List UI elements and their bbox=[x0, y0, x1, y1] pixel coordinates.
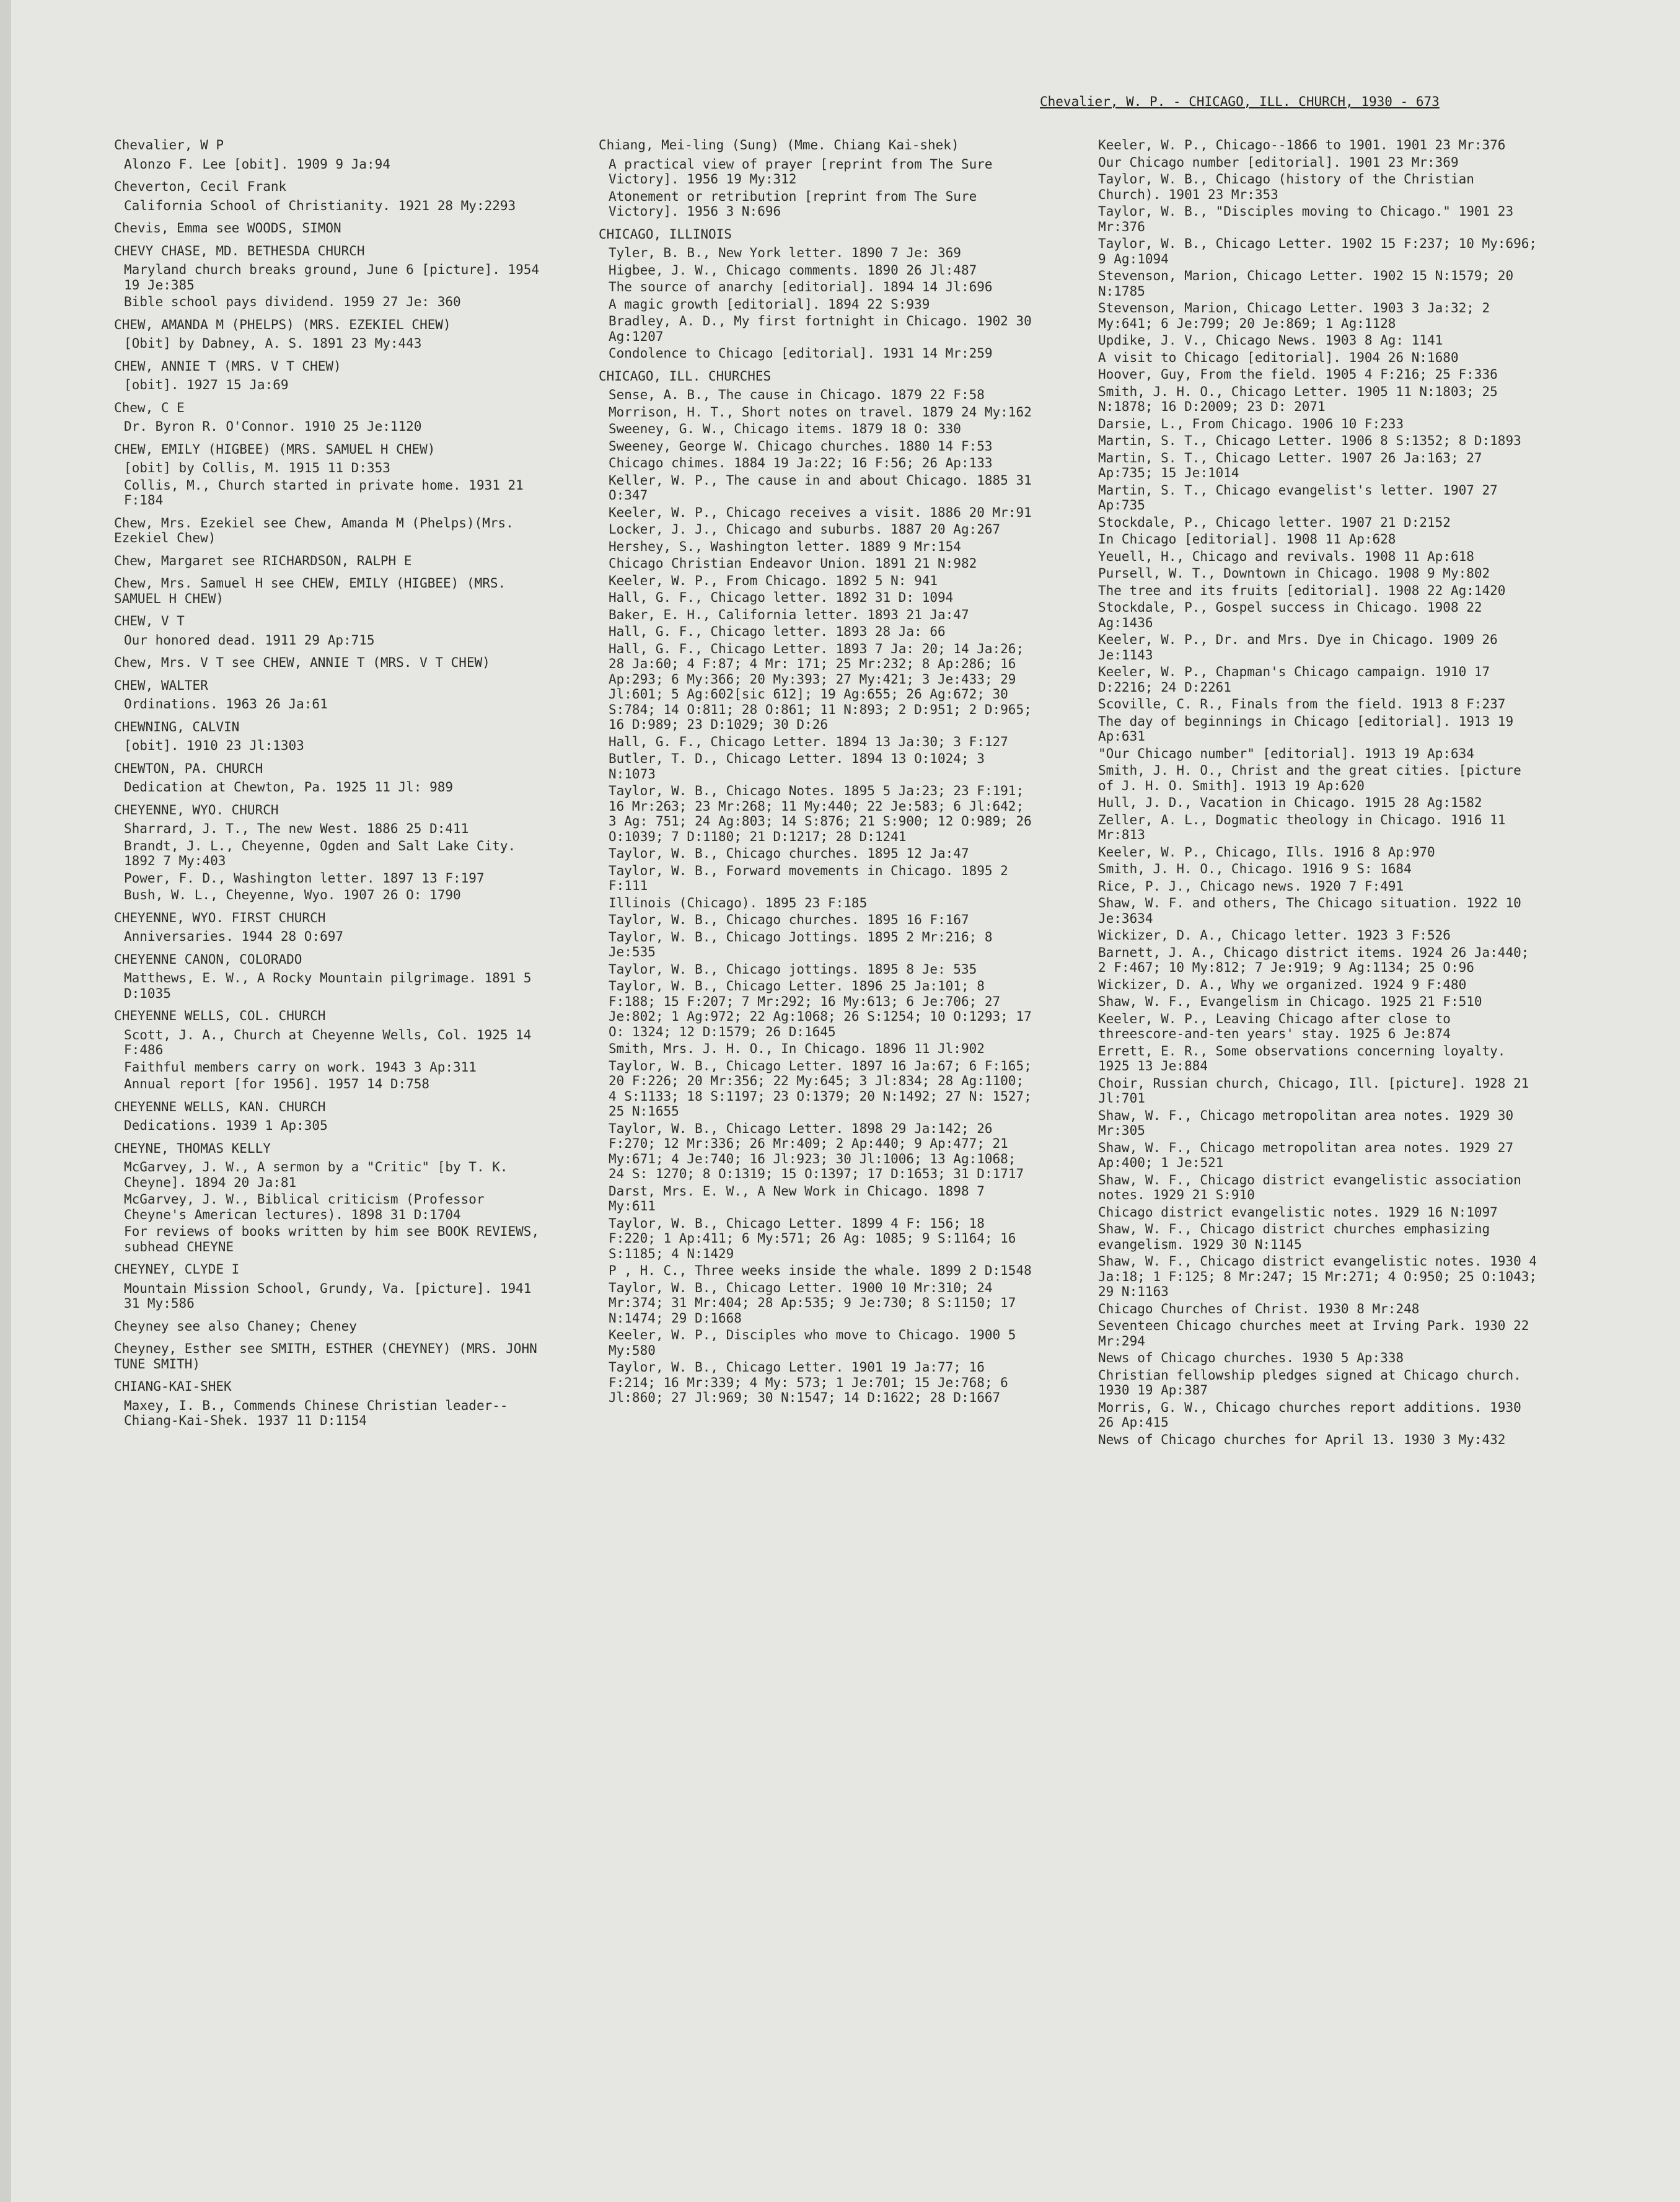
index-heading: CHEYNE, THOMAS KELLY bbox=[114, 1140, 271, 1156]
page-spine-shadow bbox=[0, 0, 11, 2202]
index-entry: Taylor, W. B., Chicago Letter. 1902 15 F:237; 10 My:696; 9 Ag:1094 bbox=[1098, 236, 1537, 266]
index-entry: Taylor, W. B., Chicago (history of the Christian Church). 1901 23 Mr:353 bbox=[1098, 172, 1474, 202]
index-entry: "Our Chicago number" [editorial]. 1913 19 Ap:634 bbox=[1098, 746, 1474, 761]
index-entry: Taylor, W. B., Chicago Letter. 1899 4 F: 156; 18 F:220; 1 Ap:411; 6 My:571; 26 Ag: 1085; 9 S:1164; 16 S:1185; 4 N:1429 bbox=[609, 1215, 1016, 1261]
index-entry: Stockdale, P., Gospel success in Chicago. 1908 22 Ag:1436 bbox=[1098, 600, 1482, 630]
index-entry: Baker, E. H., California letter. 1893 21 Ja:47 bbox=[609, 607, 969, 622]
index-heading: CHICAGO, ILLINOIS bbox=[599, 226, 732, 242]
index-entry: Barnett, J. A., Chicago district items. 1924 26 Ja:440; 2 F:467; 10 My:812; 7 Je:919; 9 Ag:1134; 25 O:96 bbox=[1098, 945, 1529, 975]
index-block bbox=[114, 803, 542, 903]
index-entry: Hershey, S., Washington letter. 1889 9 Mr:154 bbox=[609, 539, 961, 554]
index-heading: Chew, Mrs. Samuel H see CHEW, EMILY (HIGBEE) (MRS. SAMUEL H CHEW) bbox=[114, 576, 506, 606]
index-block bbox=[114, 1008, 542, 1092]
index-block bbox=[114, 400, 542, 434]
index-block bbox=[114, 1319, 542, 1334]
index-entry: Seventeen Chicago churches meet at Irving Park. 1930 22 Mr:294 bbox=[1098, 1318, 1529, 1349]
index-entry: Martin, S. T., Chicago Letter. 1907 26 Ja:163; 27 Ap:735; 15 Je:1014 bbox=[1098, 450, 1482, 480]
index-entry: Taylor, W. B., Chicago churches. 1895 16 F:167 bbox=[609, 912, 969, 927]
index-entry: Tyler, B. B., New York letter. 1890 7 Je: 369 bbox=[609, 245, 961, 260]
index-block bbox=[599, 138, 1032, 219]
index-heading: Cheverton, Cecil Frank bbox=[114, 179, 287, 194]
index-entry: Scoville, C. R., Finals from the field. 1913 8 F:237 bbox=[1098, 697, 1506, 711]
index-entry: A visit to Chicago [editorial]. 1904 26 N:1680 bbox=[1098, 350, 1459, 365]
index-entry: Chicago district evangelistic notes. 1929 16 N:1097 bbox=[1098, 1204, 1498, 1220]
index-entry: Keeler, W. P., Chicago, Ills. 1916 8 Ap:970 bbox=[1098, 844, 1435, 860]
index-heading: Chiang, Mei-ling (Sung) (Mme. Chiang Kai-shek) bbox=[599, 138, 959, 152]
index-entry: Wickizer, D. A., Chicago letter. 1923 3 F:526 bbox=[1098, 928, 1451, 943]
index-heading: CHIANG-KAI-SHEK bbox=[114, 1379, 232, 1394]
index-entry: Sweeney, G. W., Chicago items. 1879 18 O: 330 bbox=[609, 421, 961, 436]
index-block bbox=[114, 678, 542, 712]
index-heading: CHEWNING, CALVIN bbox=[114, 719, 240, 734]
index-entry: Darsie, L., From Chicago. 1906 10 F:233 bbox=[1098, 416, 1404, 431]
running-header: Chevalier, W. P. - CHICAGO, ILL. CHURCH, 1930 - 673 bbox=[1040, 94, 1440, 109]
index-block bbox=[114, 720, 542, 754]
index-heading: Cheyney, Esther see SMITH, ESTHER (CHEYNEY) (MRS. JOHN TUNE SMITH) bbox=[114, 1341, 537, 1372]
index-block bbox=[1088, 138, 1544, 1447]
index-entry: California School of Christianity. 1921 28 My:2293 bbox=[124, 198, 516, 213]
index-block bbox=[114, 138, 542, 172]
index-heading: CHEWTON, PA. CHURCH bbox=[114, 760, 263, 776]
index-entry: Choir, Russian church, Chicago, Ill. [picture]. 1928 21 Jl:701 bbox=[1098, 1075, 1529, 1106]
index-entry: Taylor, W. B., Chicago churches. 1895 12 Ja:47 bbox=[609, 846, 969, 861]
index-entry: Our honored dead. 1911 29 Ap:715 bbox=[124, 632, 375, 648]
index-entry: Dedication at Chewton, Pa. 1925 11 Jl: 989 bbox=[124, 780, 454, 795]
index-block bbox=[114, 952, 542, 1002]
index-entry: Hall, G. F., Chicago letter. 1892 31 D: 1094 bbox=[609, 590, 954, 605]
index-entry: Keeler, W. P., Leaving Chicago after close to threescore-and-ten years' stay. 1925 6 Je:874 bbox=[1098, 1011, 1451, 1041]
index-entry: Taylor, W. B., Chicago Letter. 1897 16 Ja:67; 6 F:165; 20 F:226; 20 Mr:356; 22 My:645; 3 Jl:834; 28 Ag:1100; 4 S:1133; 18 S:1197; 23 O:1379; 20 N:1492; 27 N: 1527; 25 N:1655 bbox=[609, 1058, 1032, 1119]
index-block bbox=[114, 1262, 542, 1311]
index-entry: Martin, S. T., Chicago evangelist's letter. 1907 27 Ap:735 bbox=[1098, 482, 1498, 513]
index-block bbox=[114, 442, 542, 508]
index-entry: Taylor, W. B., Chicago Letter. 1900 10 Mr:310; 24 Mr:374; 31 Mr:404; 28 Ap:535; 9 Je:730; 8 S:1150; 17 N:1474; 29 D:1668 bbox=[609, 1280, 1016, 1326]
index-entry: Stockdale, P., Chicago letter. 1907 21 D:2152 bbox=[1098, 514, 1451, 530]
index-entry: Taylor, W. B., Forward movements in Chicago. 1895 2 F:111 bbox=[609, 863, 1008, 893]
index-entry: Taylor, W. B., Chicago Letter. 1901 19 Ja:77; 16 F:214; 16 Mr:339; 4 My: 573; 1 Je:701; 15 Je:768; 6 Jl:860; 27 Jl:969; 30 N:1547; 14 D:1622; 28 D:1667 bbox=[609, 1360, 1008, 1405]
index-entry: Taylor, W. B., Chicago jottings. 1895 8 Je: 535 bbox=[609, 961, 977, 977]
index-heading: CHEW, V T bbox=[114, 614, 185, 628]
index-heading: CHEW, EMILY (HIGBEE) (MRS. SAMUEL H CHEW) bbox=[114, 441, 436, 457]
index-heading: Chevis, Emma see WOODS, SIMON bbox=[114, 221, 341, 236]
index-entry: Scott, J. A., Church at Cheyenne Wells, Col. 1925 14 F:486 bbox=[124, 1027, 532, 1057]
index-entry: Chicago Churches of Christ. 1930 8 Mr:248 bbox=[1098, 1301, 1420, 1316]
index-entry: [obit]. 1910 23 Jl:1303 bbox=[124, 738, 304, 753]
index-entry: The day of beginnings in Chicago [editorial]. 1913 19 Ap:631 bbox=[1098, 713, 1514, 744]
index-block bbox=[114, 221, 542, 236]
index-block bbox=[114, 553, 542, 569]
index-entry: Shaw, W. F., Chicago district churches emphasizing evangelism. 1929 30 N:1145 bbox=[1098, 1222, 1490, 1252]
index-block bbox=[114, 179, 542, 213]
index-entry: For reviews of books written by him see BOOK REVIEWS, subhead CHEYNE bbox=[124, 1224, 540, 1254]
index-entry: In Chicago [editorial]. 1908 11 Ap:628 bbox=[1098, 532, 1396, 547]
index-block bbox=[114, 910, 542, 945]
index-entry: Bradley, A. D., My first fortnight in Chicago. 1902 30 Ag:1207 bbox=[609, 314, 1032, 344]
index-entry: Locker, J. J., Chicago and suburbs. 1887 20 Ag:267 bbox=[609, 522, 1001, 537]
index-entry: Hall, G. F., Chicago letter. 1893 28 Ja: 66 bbox=[609, 624, 946, 639]
index-entry: Keeler, W. P., Chicago receives a visit. 1886 20 Mr:91 bbox=[609, 504, 1032, 520]
index-entry: Maxey, I. B., Commends Chinese Christian leader--Chiang-Kai-Shek. 1937 11 D:1154 bbox=[124, 1398, 508, 1428]
index-entry: [obit] by Collis, M. 1915 11 D:353 bbox=[124, 460, 390, 475]
index-entry: Taylor, W. B., "Disciples moving to Chicago." 1901 23 Mr:376 bbox=[1098, 204, 1514, 234]
index-block bbox=[114, 1141, 542, 1255]
index-entry: The source of anarchy [editorial]. 1894 14 Jl:696 bbox=[609, 280, 993, 294]
index-entry: McGarvey, J. W., A sermon by a "Critic" [by T. K. Cheyne]. 1894 20 Ja:81 bbox=[124, 1160, 508, 1190]
index-entry: Hall, G. F., Chicago Letter. 1894 13 Ja:30; 3 F:127 bbox=[609, 734, 1008, 749]
index-entry: Atonement or retribution [reprint from The Sure Victory]. 1956 3 N:696 bbox=[609, 188, 977, 219]
index-entry: Keeler, W. P., Dr. and Mrs. Dye in Chicago. 1909 26 Je:1143 bbox=[1098, 632, 1498, 663]
index-heading: CHEYENNE CANON, COLORADO bbox=[114, 951, 302, 967]
index-entry: Shaw, W. F., Chicago district evangelistic notes. 1930 4 Ja:18; 1 F:125; 8 Mr:247; 15 Mr:271; 4 O:950; 25 O:1043; 29 N:1163 bbox=[1098, 1254, 1537, 1299]
index-entry: Chicago Christian Endeavor Union. 1891 21 N:982 bbox=[609, 556, 977, 571]
index-entry: Ordinations. 1963 26 Ja:61 bbox=[124, 697, 328, 711]
index-entry: Mountain Mission School, Grundy, Va. [picture]. 1941 31 My:586 bbox=[124, 1280, 532, 1311]
index-entry: Keeler, W. P., Disciples who move to Chicago. 1900 5 My:580 bbox=[609, 1328, 1016, 1358]
index-entry: Shaw, W. F. and others, The Chicago situation. 1922 10 Je:3634 bbox=[1098, 896, 1521, 926]
index-entry: Sense, A. B., The cause in Chicago. 1879 22 F:58 bbox=[609, 387, 985, 402]
index-entry: Butler, T. D., Chicago Letter. 1894 13 O:1024; 3 N:1073 bbox=[609, 751, 985, 782]
index-entry: Shaw, W. F., Evangelism in Chicago. 1925 21 F:510 bbox=[1098, 994, 1482, 1009]
index-block bbox=[114, 1099, 542, 1134]
index-entry: Hall, G. F., Chicago Letter. 1893 7 Ja: 20; 14 Ja:26; 28 Ja:60; 4 F:87; 4 Mr: 171; 25 Mr:232; 8 Ap:286; 16 Ap:293; 6 My:366; 20 My:393; 27 My:421; 3 Je:433; 29 Jl:601; 5 Ag:602[sic 612]; 19 Ag:655; 26 Ag:672; 30 S:784; 14 O:811; 28 O:861; 11 N:893; 2 D:951; 2 D:965; 16 D:989; 23 D:1029; 30 D:26 bbox=[609, 641, 1032, 732]
index-entry: Shaw, W. F., Chicago metropolitan area notes. 1929 27 Ap:400; 1 Je:521 bbox=[1098, 1140, 1514, 1170]
index-entry: Updike, J. V., Chicago News. 1903 8 Ag: 1141 bbox=[1098, 333, 1443, 348]
index-entry: Smith, Mrs. J. H. O., In Chicago. 1896 11 Jl:902 bbox=[609, 1041, 985, 1056]
index-entry: Stevenson, Marion, Chicago Letter. 1902 15 N:1579; 20 N:1785 bbox=[1098, 268, 1514, 299]
index-entry: Bush, W. L., Cheyenne, Wyo. 1907 26 O: 1790 bbox=[124, 887, 461, 902]
index-entry: Annual report [for 1956]. 1957 14 D:758 bbox=[124, 1077, 430, 1091]
index-entry: Smith, J. H. O., Chicago Letter. 1905 11 N:1803; 25 N:1878; 16 D:2009; 23 D: 2071 bbox=[1098, 384, 1498, 414]
index-entry: Brandt, J. L., Cheyenne, Ogden and Salt Lake City. 1892 7 My:403 bbox=[124, 838, 516, 868]
index-entry: Faithful members carry on work. 1943 3 Ap:311 bbox=[124, 1059, 477, 1075]
index-entry: Darst, Mrs. E. W., A New Work in Chicago. 1898 7 My:611 bbox=[609, 1183, 985, 1213]
index-entry: Keller, W. P., The cause in and about Chicago. 1885 31 O:347 bbox=[609, 472, 1032, 503]
index-entry: Keeler, W. P., Chapman's Chicago campaign. 1910 17 D:2216; 24 D:2261 bbox=[1098, 664, 1490, 695]
index-entry: Hull, J. D., Vacation in Chicago. 1915 28 Ag:1582 bbox=[1098, 795, 1482, 810]
index-block bbox=[114, 359, 542, 393]
index-entry: Christian fellowship pledges signed at Chicago church. 1930 19 Ap:387 bbox=[1098, 1367, 1521, 1398]
index-entry: Taylor, W. B., Chicago Jottings. 1895 2 Mr:216; 8 Je:535 bbox=[609, 929, 993, 959]
index-entry: Taylor, W. B., Chicago Notes. 1895 5 Ja:23; 23 F:191; 16 Mr:263; 23 Mr:268; 11 My:440; 22 Je:583; 6 Jl:642; 3 Ag: 751; 24 Ag:803; 14 S:876; 21 S:900; 12 O:989; 26 O:1039; 7 D:1180; 21 D:1217; 28 D:1241 bbox=[609, 783, 1032, 844]
index-entry: P , H. C., Three weeks inside the whale. 1899 2 D:1548 bbox=[609, 1263, 1032, 1278]
index-entry: Matthews, E. W., A Rocky Mountain pilgrimage. 1891 5 D:1035 bbox=[124, 971, 532, 1001]
index-entry: Morris, G. W., Chicago churches report additions. 1930 26 Ap:415 bbox=[1098, 1399, 1521, 1430]
index-heading: CHEYENNE, WYO. FIRST CHURCH bbox=[114, 910, 326, 925]
index-heading: Cheyney see also Chaney; Cheney bbox=[114, 1318, 357, 1334]
index-entry: Yeuell, H., Chicago and revivals. 1908 11 Ap:618 bbox=[1098, 548, 1474, 564]
index-column-2 bbox=[599, 138, 1032, 1413]
index-heading: Chew, Margaret see RICHARDSON, RALPH E bbox=[114, 553, 412, 568]
index-entry: Higbee, J. W., Chicago comments. 1890 26 Jl:487 bbox=[609, 262, 977, 278]
index-entry: Zeller, A. L., Dogmatic theology in Chicago. 1916 11 Mr:813 bbox=[1098, 812, 1506, 842]
index-entry: News of Chicago churches for April 13. 1930 3 My:432 bbox=[1098, 1432, 1506, 1447]
index-entry: Errett, E. R., Some observations concerning loyalty. 1925 13 Je:884 bbox=[1098, 1043, 1506, 1073]
index-block bbox=[599, 369, 1032, 1406]
index-entry: Keeler, W. P., Chicago--1866 to 1901. 1901 23 Mr:376 bbox=[1098, 138, 1506, 152]
index-entry: Dr. Byron R. O'Connor. 1910 25 Je:1120 bbox=[124, 419, 422, 434]
index-entry: A magic growth [editorial]. 1894 22 S:939 bbox=[609, 296, 930, 312]
index-entry: McGarvey, J. W., Biblical criticism (Professor Cheyne's American lectures). 1898 31 D:1704 bbox=[124, 1192, 485, 1222]
index-entry: Sweeney, George W. Chicago churches. 1880 14 F:53 bbox=[609, 438, 993, 454]
index-heading: CHEW, AMANDA M (PHELPS) (MRS. EZEKIEL CHEW) bbox=[114, 317, 451, 332]
index-entry: A practical view of prayer [reprint from The Sure Victory]. 1956 19 My:312 bbox=[609, 156, 993, 187]
index-entry: Chicago chimes. 1884 19 Ja:22; 16 F:56; 26 Ap:133 bbox=[609, 456, 993, 470]
index-entry: Bible school pays dividend. 1959 27 Je: 360 bbox=[124, 294, 461, 309]
index-entry: Alonzo F. Lee [obit]. 1909 9 Ja:94 bbox=[124, 156, 390, 172]
index-heading: CHEVY CHASE, MD. BETHESDA CHURCH bbox=[114, 243, 365, 258]
index-heading: CHICAGO, ILL. CHURCHES bbox=[599, 368, 772, 384]
index-entry: Martin, S. T., Chicago Letter. 1906 8 S:1352; 8 D:1893 bbox=[1098, 433, 1521, 448]
index-entry: Anniversaries. 1944 28 O:697 bbox=[124, 929, 344, 944]
index-entry: Shaw, W. F., Chicago district evangelistic association notes. 1929 21 S:910 bbox=[1098, 1172, 1521, 1202]
index-heading: CHEW, WALTER bbox=[114, 677, 208, 693]
index-entry: Collis, M., Church started in private home. 1931 21 F:184 bbox=[124, 477, 524, 508]
index-entry: News of Chicago churches. 1930 5 Ap:338 bbox=[1098, 1350, 1404, 1365]
index-block bbox=[114, 244, 542, 310]
index-block bbox=[114, 1341, 542, 1372]
index-block bbox=[114, 317, 542, 351]
index-entry: [Obit] by Dabney, A. S. 1891 23 My:443 bbox=[124, 336, 422, 351]
index-entry: Rice, P. J., Chicago news. 1920 7 F:491 bbox=[1098, 878, 1404, 894]
index-column-3 bbox=[1088, 138, 1544, 1455]
index-heading: Chew, Mrs. V T see CHEW, ANNIE T (MRS. V T CHEW) bbox=[114, 655, 490, 670]
index-entry: Illinois (Chicago). 1895 23 F:185 bbox=[609, 895, 868, 910]
index-entry: Shaw, W. F., Chicago metropolitan area notes. 1929 30 Mr:305 bbox=[1098, 1108, 1514, 1138]
index-heading: CHEYENNE, WYO. CHURCH bbox=[114, 802, 279, 817]
index-column-1 bbox=[114, 138, 542, 1436]
index-entry: Smith, J. H. O., Chicago. 1916 9 S: 1684 bbox=[1098, 861, 1412, 876]
index-heading: CHEW, ANNIE T (MRS. V T CHEW) bbox=[114, 358, 341, 374]
index-block bbox=[114, 576, 542, 606]
index-heading: CHEYENNE WELLS, COL. CHURCH bbox=[114, 1008, 326, 1023]
index-entry: Smith, J. H. O., Christ and the great cities. [picture of J. H. O. Smith]. 1913 19 Ap:620 bbox=[1098, 763, 1521, 793]
index-heading: CHEYNEY, CLYDE I bbox=[114, 1262, 240, 1277]
index-entry: Pursell, W. T., Downtown in Chicago. 1908 9 My:802 bbox=[1098, 566, 1490, 581]
index-block bbox=[114, 516, 542, 546]
index-entry: [obit]. 1927 15 Ja:69 bbox=[124, 377, 289, 392]
index-entry: Stevenson, Marion, Chicago Letter. 1903 3 Ja:32; 2 My:641; 6 Je:799; 20 Je:869; 1 Ag:1128 bbox=[1098, 301, 1490, 331]
index-entry: Power, F. D., Washington letter. 1897 13 F:197 bbox=[124, 870, 485, 886]
index-entry: Maryland church breaks ground, June 6 [picture]. 1954 19 Je:385 bbox=[124, 262, 540, 293]
index-entry: Taylor, W. B., Chicago Letter. 1898 29 Ja:142; 26 F:270; 12 Mr:336; 26 Mr:409; 2 Ap:440; 9 Ap:477; 21 My:671; 4 Je:740; 16 Jl:923; 30 Jl:1006; 13 Ag:1068; 24 S: 1270; 8 O:1319; 15 O:1397; 17 D:1653; 31 D:1717 bbox=[609, 1121, 1024, 1181]
index-entry: The tree and its fruits [editorial]. 1908 22 Ag:1420 bbox=[1098, 583, 1506, 598]
index-heading: Chew, C E bbox=[114, 400, 185, 415]
index-entry: Hoover, Guy, From the field. 1905 4 F:216; 25 F:336 bbox=[1098, 367, 1498, 382]
index-entry: Morrison, H. T., Short notes on travel. 1879 24 My:162 bbox=[609, 404, 1032, 420]
index-entry: Our Chicago number [editorial]. 1901 23 Mr:369 bbox=[1098, 154, 1459, 170]
index-block bbox=[599, 227, 1032, 361]
index-entry: Keeler, W. P., From Chicago. 1892 5 N: 941 bbox=[609, 573, 938, 588]
index-entry: Condolence to Chicago [editorial]. 1931 14 Mr:259 bbox=[609, 346, 993, 361]
index-heading: CHEYENNE WELLS, KAN. CHURCH bbox=[114, 1099, 326, 1114]
index-block bbox=[114, 614, 542, 648]
index-entry: Sharrard, J. T., The new West. 1886 25 D:411 bbox=[124, 821, 469, 836]
index-block bbox=[114, 761, 542, 795]
index-heading: Chevalier, W P bbox=[114, 138, 224, 152]
index-block bbox=[114, 655, 542, 671]
index-entry: Dedications. 1939 1 Ap:305 bbox=[124, 1118, 328, 1133]
index-entry: Taylor, W. B., Chicago Letter. 1896 25 Ja:101; 8 F:188; 15 F:207; 7 Mr:292; 16 My:613; 6 Je:706; 27 Je:802; 1 Ag:972; 22 Ag:1068; 26 S:1254; 10 O:1293; 17 O: 1324; 12 D:1579; 26 D:1645 bbox=[609, 979, 1032, 1039]
index-entry: Wickizer, D. A., Why we organized. 1924 9 F:480 bbox=[1098, 977, 1467, 992]
index-block bbox=[114, 1379, 542, 1429]
index-heading: Chew, Mrs. Ezekiel see Chew, Amanda M (Phelps)(Mrs. Ezekiel Chew) bbox=[114, 515, 514, 545]
